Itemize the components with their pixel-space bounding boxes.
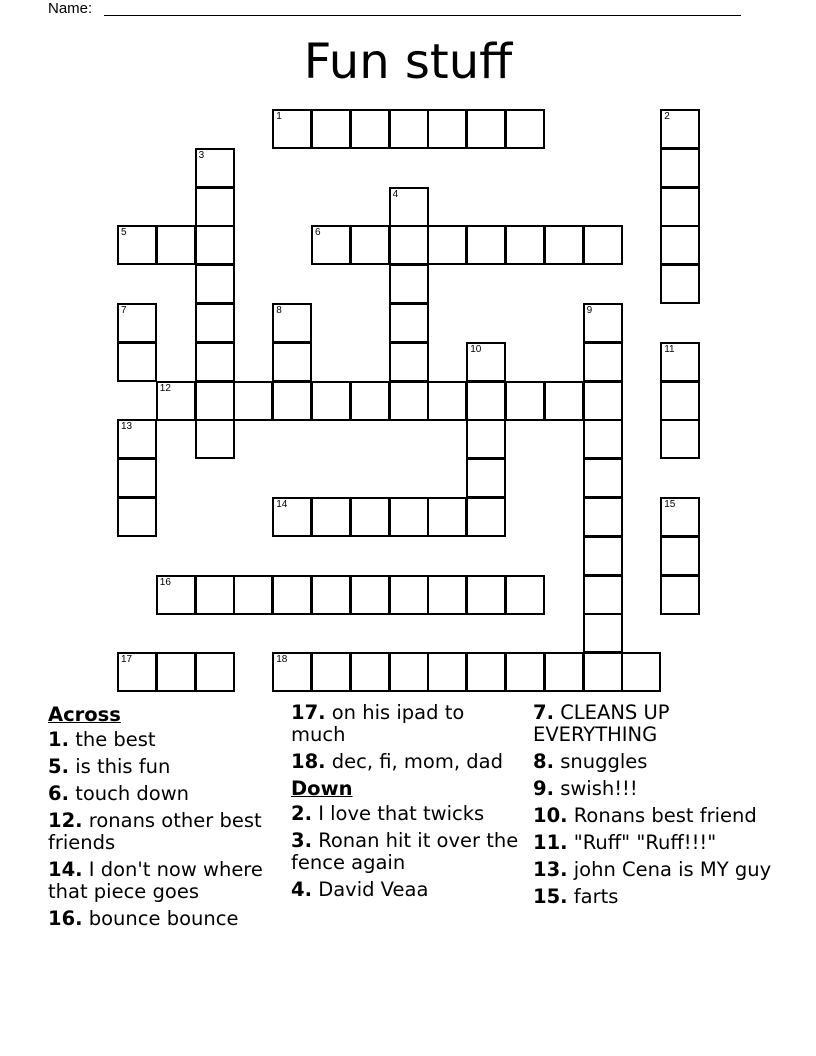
cell-number: 8 (276, 305, 282, 316)
cell-number: 15 (664, 499, 676, 510)
down-heading: Down (291, 777, 353, 800)
grid-cell[interactable] (466, 575, 506, 615)
grid-cell[interactable] (272, 303, 312, 343)
clue-text: I love that twicks (318, 802, 485, 825)
clue-number: 14. (48, 858, 83, 881)
grid-cell[interactable] (505, 225, 545, 265)
grid-cell[interactable] (544, 652, 584, 692)
grid-cell[interactable] (389, 342, 429, 382)
clue-number: 5. (48, 755, 69, 778)
cell-number: 3 (198, 149, 205, 161)
grid-cell[interactable] (195, 225, 235, 265)
clue-text: David Veaa (318, 878, 429, 901)
clue-down-8 (533, 751, 773, 773)
clue-down-7 (533, 702, 773, 746)
grid-cell[interactable] (311, 225, 351, 265)
grid-cell[interactable] (660, 109, 700, 149)
clue-text: CLEANS UP EVERYTHING (533, 701, 670, 746)
clue-text: "Ruff" "Ruff!!!" (573, 831, 717, 854)
grid-cell[interactable] (427, 381, 467, 421)
grid-cell[interactable] (117, 652, 157, 692)
grid-cell[interactable] (117, 225, 157, 265)
cell-number: 13 (121, 421, 133, 433)
grid-cell[interactable] (660, 342, 700, 382)
grid-cell[interactable] (544, 381, 584, 421)
grid-cell[interactable] (195, 575, 235, 615)
grid-cell[interactable] (466, 652, 506, 692)
clue-down-4 (291, 879, 521, 901)
cell-number: 12 (159, 382, 171, 394)
grid-cell[interactable] (195, 187, 235, 227)
grid-cell[interactable] (505, 575, 545, 615)
clue-number: 17. (291, 701, 326, 724)
clue-across-6 (48, 783, 284, 805)
grid-cell[interactable] (350, 225, 390, 265)
across-heading: Across (48, 703, 121, 726)
grid-cell[interactable] (466, 381, 506, 421)
clue-text: touch down (75, 782, 190, 805)
grid-cell[interactable] (156, 652, 196, 692)
clue-across-16 (48, 908, 284, 930)
grid-cell[interactable] (233, 381, 273, 421)
grid-cell[interactable] (350, 109, 390, 149)
grid-cell[interactable] (583, 652, 623, 692)
grid-cell[interactable] (389, 264, 429, 304)
clue-down-11 (533, 832, 773, 854)
clue-number: 11. (533, 831, 568, 854)
grid-cell[interactable] (195, 148, 235, 188)
cell-number: 17 (121, 654, 133, 666)
grid-cell[interactable] (660, 419, 700, 459)
grid-cell[interactable] (583, 497, 623, 537)
clue-number: 18. (291, 750, 326, 773)
clues-column-1 (48, 702, 284, 935)
clue-text: dec, fi, mom, dad (331, 750, 503, 773)
clue-text: snuggles (560, 750, 648, 773)
cell-number: 2 (664, 111, 670, 122)
grid-cell[interactable] (195, 652, 235, 692)
grid-cell[interactable] (350, 497, 390, 537)
grid-cell[interactable] (117, 419, 157, 459)
grid-cell[interactable] (350, 381, 390, 421)
grid-cell[interactable] (466, 109, 506, 149)
clue-down-15 (533, 886, 773, 908)
grid-cell[interactable] (621, 652, 661, 692)
grid-cell[interactable] (350, 575, 390, 615)
clue-text: farts (573, 885, 619, 908)
grid-cell[interactable] (583, 419, 623, 459)
clue-number: 2. (291, 802, 312, 825)
grid-cell[interactable] (660, 575, 700, 615)
clue-number: 6. (48, 782, 69, 805)
clue-across-18 (291, 751, 521, 773)
clue-text: swish!!! (560, 777, 638, 800)
clue-text: I don't now where that piece goes (48, 858, 263, 903)
grid-cell[interactable] (583, 381, 623, 421)
grid-cell[interactable] (233, 575, 273, 615)
clue-across-5 (48, 756, 284, 778)
grid-cell[interactable] (660, 225, 700, 265)
grid-cell[interactable] (427, 109, 467, 149)
clue-across-1 (48, 729, 284, 751)
grid-cell[interactable] (272, 652, 312, 692)
clue-text: ronans other best friends (48, 809, 262, 854)
grid-cell[interactable] (272, 109, 312, 149)
grid-cell[interactable] (466, 419, 506, 459)
grid-cell[interactable] (272, 575, 312, 615)
clue-down-2 (291, 803, 521, 825)
grid-cell[interactable] (195, 419, 235, 459)
page-title: Fun stuff (303, 34, 513, 90)
grid-cell[interactable] (583, 613, 623, 653)
grid-cell[interactable] (311, 652, 351, 692)
cell-number: 9 (586, 305, 593, 316)
grid-cell[interactable] (195, 381, 235, 421)
grid-cell[interactable] (583, 575, 623, 615)
grid-cell[interactable] (505, 381, 545, 421)
grid-cell[interactable] (505, 109, 545, 149)
cell-number: 16 (159, 576, 171, 588)
grid-cell[interactable] (427, 225, 467, 265)
grid-cell[interactable] (389, 109, 429, 149)
grid-cell[interactable] (660, 148, 700, 188)
cell-number: 10 (470, 343, 482, 355)
grid-cell[interactable] (660, 536, 700, 576)
grid-cell[interactable] (660, 264, 700, 304)
grid-cell[interactable] (311, 575, 351, 615)
grid-cell[interactable] (583, 225, 623, 265)
grid-cell[interactable] (660, 187, 700, 227)
clues-column-2 (291, 702, 521, 906)
grid-cell[interactable] (583, 342, 623, 382)
grid-cell[interactable] (195, 303, 235, 343)
grid-cell[interactable] (583, 303, 623, 343)
grid-cell[interactable] (156, 575, 196, 615)
clue-number: 16. (48, 907, 83, 930)
grid-cell[interactable] (466, 458, 506, 498)
grid-cell[interactable] (156, 225, 196, 265)
grid-cell[interactable] (389, 497, 429, 537)
cell-number: 5 (121, 227, 127, 239)
grid-cell[interactable] (427, 652, 467, 692)
grid-cell[interactable] (389, 381, 429, 421)
grid-cell[interactable] (311, 497, 351, 537)
grid-cell[interactable] (389, 575, 429, 615)
clue-across-14 (48, 859, 284, 903)
grid-cell[interactable] (117, 342, 157, 382)
grid-cell[interactable] (389, 652, 429, 692)
cell-number: 1 (276, 111, 282, 122)
clue-text: on his ipad to much (291, 701, 465, 746)
clue-number: 3. (291, 829, 312, 852)
clue-number: 12. (48, 809, 83, 832)
grid-cell[interactable] (466, 225, 506, 265)
clue-across-17 (291, 702, 521, 746)
clue-number: 4. (291, 878, 312, 901)
grid-cell[interactable] (272, 342, 312, 382)
clue-text: Ronans best friend (573, 804, 757, 827)
clue-down-3 (291, 830, 521, 874)
grid-cell[interactable] (350, 652, 390, 692)
grid-cell[interactable] (389, 225, 429, 265)
grid-cell[interactable] (117, 497, 157, 537)
grid-cell[interactable] (272, 381, 312, 421)
grid-cell[interactable] (195, 264, 235, 304)
grid-cell[interactable] (583, 536, 623, 576)
cell-number: 14 (276, 499, 288, 510)
grid-cell[interactable] (427, 575, 467, 615)
grid-cell[interactable] (427, 497, 467, 537)
cell-number: 6 (315, 227, 321, 239)
clue-down-10 (533, 805, 773, 827)
grid-cell[interactable] (660, 497, 700, 537)
cell-number: 18 (276, 654, 288, 666)
grid-cell[interactable] (117, 458, 157, 498)
grid-cell[interactable] (505, 652, 545, 692)
grid-cell[interactable] (156, 381, 196, 421)
cell-number: 4 (392, 188, 399, 200)
grid-cell[interactable] (272, 497, 312, 537)
grid-cell[interactable] (117, 303, 157, 343)
grid-cell[interactable] (544, 225, 584, 265)
clue-text: bounce bounce (88, 907, 239, 930)
grid-cell[interactable] (466, 342, 506, 382)
grid-cell[interactable] (311, 381, 351, 421)
grid-cell[interactable] (389, 187, 429, 227)
clue-number: 8. (533, 750, 554, 773)
clue-number: 7. (533, 701, 554, 724)
cell-number: 11 (664, 343, 675, 355)
name-label: Name: (48, 0, 93, 17)
clue-across-12 (48, 810, 284, 854)
clue-down-9 (533, 778, 773, 800)
grid-cell[interactable] (311, 109, 351, 149)
clue-number: 9. (533, 777, 554, 800)
clue-text: john Cena is MY guy (573, 858, 772, 881)
clue-text: Ronan hit it over the fence again (291, 829, 519, 874)
clue-number: 10. (533, 804, 568, 827)
grid-cell[interactable] (466, 497, 506, 537)
cell-number: 7 (121, 305, 127, 316)
grid-cell[interactable] (583, 458, 623, 498)
clue-text: the best (75, 728, 156, 751)
grid-cell[interactable] (389, 303, 429, 343)
clue-number: 1. (48, 728, 69, 751)
clue-number: 13. (533, 858, 568, 881)
clues-column-3 (533, 702, 773, 913)
grid-cell[interactable] (660, 381, 700, 421)
grid-cell[interactable] (195, 342, 235, 382)
clue-down-13 (533, 859, 773, 881)
clue-text: is this fun (75, 755, 171, 778)
clue-number: 15. (533, 885, 568, 908)
